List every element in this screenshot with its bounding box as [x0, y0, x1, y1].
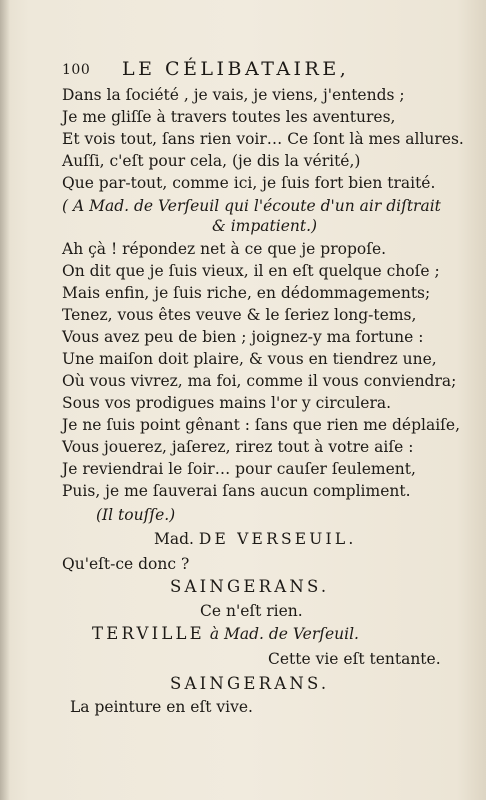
- verse-line: Que par-tout, comme ici, je ſuis fort bien traité.: [62, 174, 436, 192]
- verse-line: Où vous vivrez, ma foi, comme il vous conviendra;: [62, 372, 457, 390]
- speaker-name: DE VERSEUIL.: [198, 530, 357, 548]
- verse-line: Auſſi, c'eſt pour cela, (je dis la vérité,): [62, 152, 361, 170]
- verse-line: Une maiſon doit plaire, & vous en tiendrez une,: [62, 350, 437, 368]
- speaker-heading: SAINGERANS.: [170, 674, 330, 693]
- speaker-name: TERVILLE: [92, 624, 205, 643]
- page-spine-shadow: [0, 0, 10, 800]
- verse-line: Puis, je me ſauverai ſans aucun compliment.: [62, 482, 411, 500]
- verse-line: Ce n'eſt rien.: [200, 602, 303, 620]
- verse-line: La peinture en eſt vive.: [70, 698, 253, 716]
- verse-line: Tenez, vous êtes veuve & le ſeriez long-tems,: [62, 306, 417, 324]
- running-head: LE CÉLIBATAIRE,: [122, 58, 350, 80]
- verse-line: Je reviendrai le ſoir… pour cauſer ſeulement,: [62, 460, 416, 478]
- verse-line: Dans la ſociété , je vais, je viens, j'entends ;: [62, 86, 405, 104]
- speaker-heading: [154, 530, 356, 548]
- speaker-heading: [92, 625, 359, 643]
- stage-direction: & impatient.): [212, 217, 318, 235]
- verse-line: Mais enfin, je ſuis riche, en dédommagements;: [62, 284, 431, 302]
- verse-line: Je me gliſſe à travers toutes les aventures,: [62, 108, 396, 126]
- speaker-heading: SAINGERANS.: [170, 577, 330, 596]
- page-number: 100: [62, 62, 91, 78]
- verse-line: Sous vos prodigues mains l'or y circulera.: [62, 394, 392, 412]
- speaker-prefix: Mad.: [154, 530, 199, 548]
- stage-direction: (Il touſſe.): [96, 506, 176, 524]
- verse-line: Ah çà ! répondez net à ce que je propoſe.: [62, 240, 387, 258]
- verse-line: Je ne ſuis point gênant : ſans que rien me déplaiſe,: [62, 416, 461, 434]
- verse-line: Vous avez peu de bien ; joignez-y ma fortune :: [62, 328, 424, 346]
- stage-direction: ( A Mad. de Verſeuil qui l'écoute d'un air diſtrait: [62, 197, 441, 215]
- verse-line: On dit que je ſuis vieux, il en eſt quelque choſe ;: [62, 262, 440, 280]
- verse-line: Qu'eſt-ce donc ?: [62, 555, 190, 573]
- verse-line: Vous jouerez, jaſerez, rirez tout à votre aiſe :: [62, 438, 414, 456]
- verse-line: Cette vie eſt tentante.: [268, 650, 441, 668]
- verse-line: Et vois tout, ſans rien voir… Ce ſont là mes allures.: [62, 130, 464, 148]
- speaker-addressee: à Mad. de Verſeuil.: [204, 625, 359, 643]
